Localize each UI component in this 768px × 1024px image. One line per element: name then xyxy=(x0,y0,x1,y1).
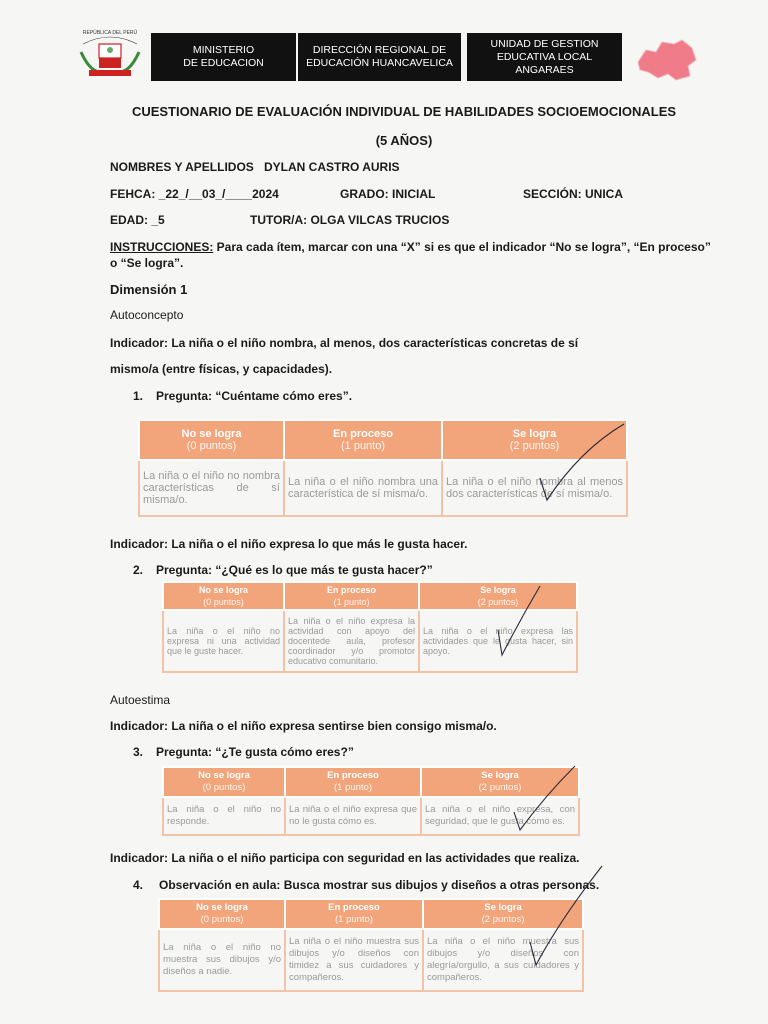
t1-no-cell: La niña o el niño no nombra características de sí misma/o. xyxy=(139,460,284,516)
dimension-heading: Dimensión 1 xyxy=(110,282,188,297)
area-autoestima: Autoestima xyxy=(110,693,171,707)
ugel-line-2: EDUCATIVA LOCAL xyxy=(496,50,593,63)
header-en-proceso: En proceso (1 punto) xyxy=(284,420,442,460)
header-se-logra: Se logra (2 puntos) xyxy=(423,899,583,929)
t1-proc-cell: La niña o el niño nombra una característica de sí misma/o. xyxy=(284,460,442,516)
check-mark-3 xyxy=(514,766,575,830)
header-se-logra: Se logra (2 puntos) xyxy=(421,767,579,797)
indicator-1-line-2: mismo/a (entre físicas, y capacidades). xyxy=(110,362,333,376)
instructions-label: INSTRUCCIONES: xyxy=(110,240,214,254)
t2-si-cell: La niña o el niño expresa las actividades que le gusta hacer, sin apoyo. xyxy=(419,610,577,672)
header-se-logra: Se logra (2 puntos) xyxy=(442,420,627,460)
indicator-4: Indicador: La niña o el niño participa con seguridad en las actividades que realiza. xyxy=(110,851,580,865)
question-3-text: Pregunta: “¿Te gusta cómo eres?” xyxy=(156,745,354,759)
t2-no-cell: La niña o el niño no expresa ni una actividad que le guste hacer. xyxy=(163,610,284,672)
t4-si-cell: La niña o el niño muestra sus dibujos y/o diseños con alegría/orgullo, a sus cuidadores y compañeros. xyxy=(423,929,583,991)
names-value: DYLAN CASTRO AURIS xyxy=(264,160,400,174)
question-1-text: Pregunta: “Cuéntame cómo eres”. xyxy=(156,389,353,403)
section-field: SECCIÓN: UNICA xyxy=(523,187,624,201)
check-mark-2 xyxy=(498,586,540,655)
question-1-number: 1. xyxy=(133,389,144,403)
question-2-text: Pregunta: “¿Qué es lo que más te gusta hacer?” xyxy=(156,563,433,577)
header-no-se-logra: No se logra (0 puntos) xyxy=(159,899,285,929)
header-no-se-logra: No se logra (0 puntos) xyxy=(139,420,284,460)
t4-no-cell: La niña o el niño no muestra sus dibujos y/o diseños a nadie. xyxy=(159,929,285,991)
question-4-number: 4. xyxy=(133,878,144,892)
indicator-1-line-1: Indicador: La niña o el niño nombra, al menos, dos características concretas de sí xyxy=(110,336,579,350)
question-4-text: Observación en aula: Busca mostrar sus dibujos y diseños a otras personas. xyxy=(159,878,600,892)
ugel-line-1: UNIDAD DE GESTION xyxy=(490,37,599,50)
instructions-text-1: Para cada ítem, marcar con una “X” si es que el indicador “No se logra”, “En proceso” xyxy=(213,240,711,254)
t3-si-cell: La niña o el niño expresa, con seguridad, que le gusta cómo es. xyxy=(421,797,579,835)
check-mark-4 xyxy=(530,866,602,965)
date-field: FEHCA: _22_/__03_/____2024 xyxy=(110,187,279,201)
header-no-se-logra: No se logra (0 puntos) xyxy=(163,582,284,610)
question-2-number: 2. xyxy=(133,563,144,577)
regional-line-2: EDUCACIÓN HUANCAVELICA xyxy=(306,57,453,69)
area-autoconcepto: Autoconcepto xyxy=(110,308,184,322)
document-title: CUESTIONARIO DE EVALUACIÓN INDIVIDUAL DE HABILIDADES SOCIOEMOCIONALES xyxy=(131,104,677,119)
logo-caption: REPÚBLICA DEL PERÚ xyxy=(82,30,138,36)
instructions-line-2: o “Se logra”. xyxy=(110,256,184,270)
tutor-field: TUTOR/A: OLGA VILCAS TRUCIOS xyxy=(250,213,450,227)
indicator-3: Indicador: La niña o el niño expresa sentirse bien consigo misma/o. xyxy=(110,719,497,733)
t2-proc-cell: La niña o el niño expresa la actividad con apoyo del docentede aula, profesor coordinador y/o promotor educativo comunitario. xyxy=(284,610,419,672)
t3-proc-cell: La niña o el niño expresa que no le gusta cómo es. xyxy=(285,797,421,835)
question-3-number: 3. xyxy=(133,745,144,759)
header-no-se-logra: No se logra (0 puntos) xyxy=(163,767,285,797)
header-en-proceso: En proceso (1 punto) xyxy=(285,899,423,929)
names-label: NOMBRES Y APELLIDOS xyxy=(110,160,254,174)
t1-si-cell: La niña o el niño nombra al menos dos características de sí misma/o. xyxy=(442,460,627,516)
header-se-logra: Se logra (2 puntos) xyxy=(419,582,577,610)
age-field: EDAD: _5 xyxy=(110,213,165,227)
grade-field: GRADO: INICIAL xyxy=(340,187,436,201)
header-en-proceso: En proceso (1 punto) xyxy=(284,582,419,610)
ministry-line-1: MINISTERIO xyxy=(192,44,255,56)
ministry-line-2: DE EDUCACION xyxy=(183,57,264,69)
t3-no-cell: La niña o el niño no responde. xyxy=(163,797,285,835)
ugel-line-3: ANGARAES xyxy=(515,63,574,76)
regional-line-1: DIRECCIÓN REGIONAL DE xyxy=(312,44,447,56)
document-subtitle: (5 AÑOS) xyxy=(375,133,433,148)
header-en-proceso: En proceso (1 punto) xyxy=(285,767,421,797)
indicator-2: Indicador: La niña o el niño expresa lo que más le gusta hacer. xyxy=(110,537,468,551)
check-mark-1 xyxy=(540,424,624,500)
t4-proc-cell: La niña o el niño muestra sus dibujos y/o diseños con timidez a sus cuidadores y compañeros. xyxy=(285,929,423,991)
